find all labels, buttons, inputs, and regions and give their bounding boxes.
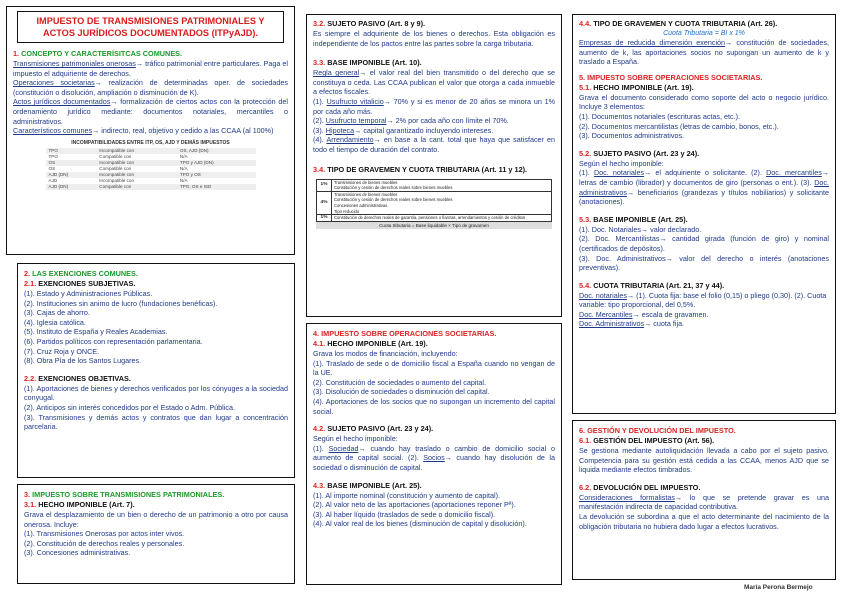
list-item: (3). Doc. Administrativos→ valor del derecho o interés (anotaciones preventivas). [579, 253, 829, 273]
list-item: (3). Transmisiones y demás actos y contratos que dan lugar a concentración parcelaria. [24, 412, 288, 432]
list-item: (3). Concesiones administrativas. [24, 548, 131, 558]
section-5-heading: 5. IMPUESTO SOBRE OPERACIONES SOCIETARIAS. [579, 72, 763, 82]
table-row: OS Compatible con N/A [48, 165, 188, 171]
section-5-4-heading: 5.4. CUOTA TRIBUTARIA (Art. 21, 37 y 44). [579, 280, 725, 290]
table-row: TPO Compatible con N/A [48, 153, 188, 159]
list-item: (1). Usufructo vitalicio→ 70% y si es menor de 20 años se minora un 1% por cada año más. [313, 96, 556, 116]
section-3-3-heading: 3.3. BASE IMPONIBLE (Art. 10). [313, 58, 422, 68]
list-item: Doc. notariales→ (1). Cuota fija: base el folio (0,15) o pliego (0,30). (2). Cuota variable: tipo proporcional, del 0,5%. [579, 290, 827, 310]
incompatibilidades-table-title: INCOMPATIBILIDADES ENTRE ITP, OS, AJD Y DEMÁS IMPUESTOS [71, 139, 230, 146]
list-item: (2). Constitución de sociedades o aumento del capital. [313, 377, 487, 387]
concepto-item: Transmisiones patrimoniales onerosas→ tráfico patrimonial entre particulares. Paga el impuesto el adquiriente de derechos. [13, 59, 288, 78]
tarifa-table [316, 179, 552, 222]
table-row: AJD (DN) Incompatible con TPO y OS [46, 172, 256, 178]
concepto-list [13, 59, 288, 136]
section-4-3-heading: 4.3. BASE IMPONIBLE (Art. 25). [313, 480, 422, 490]
list-item: (3). Al haber líquido (traslados de sede o domicilio fiscal). [313, 509, 496, 519]
section-2-1-heading: 2.1. EXENCIONES SUBJETIVAS. [24, 279, 136, 288]
concepto-item: Operaciones societarias→ realización de determinadas oper. de sociedades (constitución o disolución, ampliación o disminución de K). [13, 78, 288, 97]
paragraph: La devolución se subordina a que el acto determinante del nacimiento de la obligación tributaria no hubiera dado lugar a efectos lucrativos. [579, 511, 829, 531]
section-3-4-heading: 3.4. TIPO DE GRAVEMEN Y CUOTA TRIBUTARIA (Art. 11 y 12). [313, 164, 528, 174]
list-item: (1). Estado y Administraciones Públicas. [24, 289, 153, 298]
section-5-3-heading: 5.3. BASE IMPONIBLE (Art. 25). [579, 214, 688, 224]
list-item: (2). Constitución de derechos reales y personales. [24, 538, 185, 548]
list-item: (7). Cruz Roja y ONCE. [24, 346, 100, 356]
section-1-heading: 1. CONCEPTO Y CARACTERÍSITCAS COMUNES. [13, 49, 183, 58]
table-row: 4% Transmisiones de bienes muebles Constitución y cesión de derechos reales sobre bienes muebles Concesiones administrativas Tipo reducido [317, 191, 552, 214]
section-6-1-heading: 6.1. GESTIÓN DEL IMPUESTO (Art. 56). [579, 436, 715, 445]
list-item: (1). Transmisiones Onerosas por actos inter vivos. [24, 529, 185, 539]
page-title: IMPUESTO DE TRANSMISIONES PATRIMONIALES Y ACTOS JURÍDICOS DOCUMENTADOS (ITPyAJD). [17, 11, 284, 43]
incompatibilidades-table [46, 148, 256, 190]
list-item: (6). Partidos políticos con representación parlamentaria. [24, 336, 203, 346]
list-item: (1). Traslado de sede o de domicilio fiscal a España cuando no vengan de la UE. [313, 358, 555, 378]
tarifa-footer: Cuota tributaria = Base liquidable × Tipo de gravamen [316, 222, 552, 229]
list-item: (2). Documentos mercantilistas (letras de cambio, bonos, etc.). [579, 121, 779, 131]
box-gestion [572, 420, 836, 580]
list-item: (5). Instituto de España y Reales Academias. [24, 327, 168, 337]
box-concepto [6, 6, 295, 255]
table-row: AJD (DN) Compatible con TPO, OS e ISD [46, 184, 256, 190]
list-item: (2). Anticipos sin interés concedidos por el Estado o Adm. Pública. [24, 402, 235, 412]
author-signature: María Perona Bermejo [744, 584, 813, 591]
box-itp-cont [306, 14, 562, 317]
list-item: (2). Instituciones sin animo de lucro (fundaciones benéficas). [24, 298, 218, 308]
list-item: (2). Al valor neto de las aportaciones (aportaciones reponer Pª). [313, 500, 516, 510]
list-item: (1). Aportaciones de bienes y derechos verificados por los cónyuges a la sociedad conyugal. [24, 383, 288, 403]
table-row: 1% Transmisiones de bienes muebles Constitución y cesión de derechos reales sobre bienes muebles [317, 179, 552, 191]
list-item: (4). Aportaciones de los socios que no supongan un incremento del capital social. [313, 396, 555, 416]
paragraph: Según el hecho imponible: [579, 158, 664, 168]
section-3-2-heading: 3.2. SUJETO PASIVO (Art. 8 y 9). [313, 19, 426, 28]
list-item: (4). Arrendamiento→ en base a la cant. total que haya que satisfacer en todo el tiempo de duración del contrato. [313, 135, 555, 154]
list-item: (3). Disolución de sociedades o disminución del capital. [313, 387, 490, 397]
list-item: (3). Documentos administrativos. [579, 131, 685, 141]
section-5-1-heading: 5.1. HECHO IMPONIBLE (Art. 19). [579, 82, 694, 92]
box-ajd [572, 14, 836, 414]
concepto-item: Característicos comunes→ indirecto, real, objetivo y cedido a las CCAA (al 100%) [13, 126, 274, 136]
list-item: (4). Iglesia católica. [24, 317, 86, 327]
paragraph: Consideraciones formalistas→ lo que se pretende gravar es una manifestación indirecta de capacidad contributiva. [579, 492, 829, 512]
section-6-heading: 6. GESTIÓN Y DEVOLUCIÓN DEL IMPUESTO. [579, 426, 736, 435]
section-5-2-heading: 5.2. SUJETO PASIVO (Art. 23 y 24). [579, 148, 700, 158]
list-item: (2). Doc. Mercantilistas→ cantidad girada (función de giro) y nominal (certificados de depósitos). [579, 234, 829, 253]
section-2-2-heading: 2.2. EXENCIONES OBJETIVAS. [24, 373, 131, 383]
section-4-2-heading: 4.2. SUJETO PASIVO (Art. 23 y 24). [313, 424, 434, 434]
paragraph: Empresas de reducida dimensión exención→ constitución de sociedades, aumento de k, las aportaciones socios no supongan un aumento de k y traslado a España. [579, 38, 829, 67]
table-row: AJD Incompatible con N/A [48, 177, 188, 183]
paragraph: (1). Doc. notariales→ el adquiriente o solicitante. (2). Doc. mercantiles→ letras de cambio (librador) y documentos de giro (personas o ent.). (3). Doc. administrativos→ beneficiarios (grandezas y títulos nobiliarios) y solicitante (anotaciones). [579, 168, 829, 207]
table-row: TPO Incompatible con OS, AJD (DN) [46, 148, 256, 154]
paragraph: Regla general→ el valor real del bien transmitido o del derecho que se constituya o ceda. Las CCAA publican el valor que otorga a cada inmueble a efectos fiscales. [313, 68, 555, 97]
paragraph: Según el hecho imponible: [313, 434, 398, 444]
paragraph: Grava el documento considerado como soporte del acto o negocio jurídico. Incluye 3 elementos: [579, 92, 829, 112]
list-item: (1). Documentos notariales (escrituras actas, etc.). [579, 111, 740, 121]
list-item: (3). Hipoteca→ capital garantizado incluyendo intereses. [313, 125, 494, 135]
section-4-1-heading: 4.1. HECHO IMPONIBLE (Art. 19). [313, 339, 428, 348]
list-item: Doc. Administrativos→ cuota fija. [579, 319, 685, 329]
section-3-heading: 3. IMPUESTO SOBRE TRANSMISIONES PATRIMONIALES. [24, 490, 225, 499]
list-item: (1). Al importe nominal (constitución y aumento de capital). [313, 490, 500, 500]
box-operaciones-societarias [306, 323, 562, 585]
section-4-heading: 4. IMPUESTO SOBRE OPERACIONES SOCIETARIAS. [313, 329, 497, 338]
paragraph: Es siempre el adquiriente de los bienes o derechos. Esta obligación es independiente de los pactos entre las partes sobre la carga tributaria. [313, 29, 555, 48]
paragraph: Se gestiona mediante autoliquidación llevada a cabo por el sujeto pasivo. Competencia para su gestión está cedida a las CCAA, menos AJD que se liquida mediante efectos timbrados. [579, 446, 829, 475]
paragraph: Grava el desplazamiento de un bien o derecho de un patrimonio a otro por causa onerosa. Incluye: [24, 510, 288, 529]
paragraph: Grava los modos de financiación, incluyendo: [313, 349, 458, 358]
list-item: Doc. Mercantiles→ escala de gravamen. [579, 309, 709, 319]
table-row: 1% Constitución de derechos reales de garantía, pensiones o fianzas, arrendamientos y cesión de créditos [317, 215, 552, 222]
box-itp [17, 484, 295, 584]
formula: Cuota Tributaria = BI x 1% [663, 30, 745, 37]
section-2-heading: 2. LAS EXENCIONES COMUNES. [24, 269, 138, 278]
box-exenciones [17, 263, 295, 478]
section-4-4-heading: 4.4. TIPO DE GRAVEMEN Y CUOTA TRIBUTARIA (Art. 26). [579, 19, 778, 28]
list-item: (4). Al valor real de los bienes (disminución de capital y disolución). [313, 519, 527, 529]
list-item: (3). Cajas de ahorro. [24, 308, 90, 318]
list-item: (2). Usufructo temporal→ 2% por cada año con límite el 70%. [313, 116, 509, 126]
section-3-1-heading: 3.1. HECHO IMPONIBLE (Art. 7). [24, 500, 135, 509]
list-item: (8). Obra Pía de los Santos Lugares. [24, 356, 142, 366]
table-row: OS Incompatible con TPO y AJD (DN) [46, 160, 256, 166]
list-item: (1). Sociedad→ cuando hay traslado o cambio de domicilio social o aumento de capital social. (2). Socios→ cuando hay disolución de la sociedad o disminución de capital. [313, 443, 555, 472]
concepto-item: Actos jurídicos documentados→ formalización de ciertos actos con la protección del ordenamiento jurídico mediante: documentos notariales, mercantiles o administrativos. [13, 97, 288, 126]
list-item: (1). Doc. Notariales→ valor declarado. [579, 224, 702, 234]
section-6-2-heading: 6.2. DEVOLUCIÓN DEL IMPUESTO. [579, 482, 701, 492]
